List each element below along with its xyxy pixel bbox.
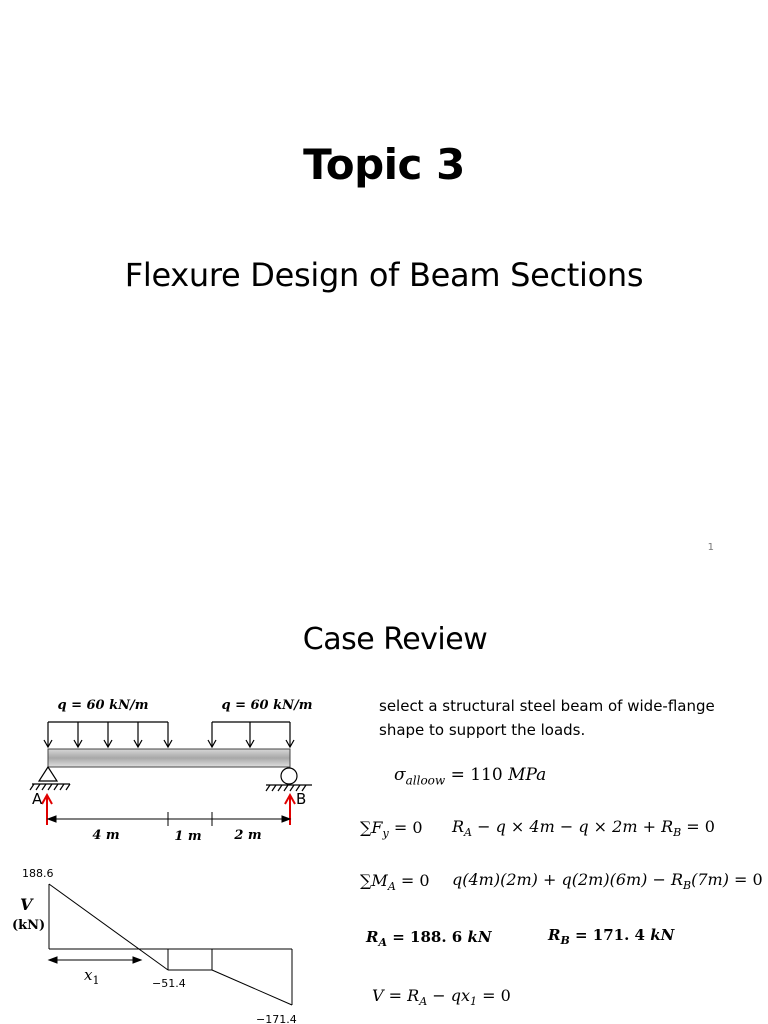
sum-fy-label: $\sum F_y = 0$ <box>360 818 423 841</box>
shear-min-value: −171.4 <box>256 1013 297 1024</box>
problem-statement: select a structural steel beam of wide-flange shape to support the loads. <box>379 697 715 739</box>
ra-result: $R_A = 188$. 6 kN <box>366 928 492 949</box>
distributed-load-right <box>208 722 294 747</box>
beam-diagram <box>0 680 350 850</box>
slide-subtitle: Flexure Design of Beam Sections <box>124 256 644 294</box>
reaction-arrow-a <box>42 795 52 825</box>
support-a-label: A <box>32 790 43 808</box>
shear-unit-label: (kN) <box>12 918 46 933</box>
distributed-load-left <box>44 722 172 747</box>
roller-support-b <box>266 768 312 791</box>
case-review-title: Case Review <box>302 622 488 657</box>
dimension-4m: 4 m <box>92 828 120 843</box>
dimension-line <box>48 812 290 826</box>
rb-result: $R_B = 171$. 4 kN <box>548 926 675 947</box>
load-label-right: q = 60 kN/m <box>221 698 313 713</box>
page-number: 1 <box>707 542 714 553</box>
shear-equation: $V = R_A - qx_1 = 0$ <box>372 986 511 1009</box>
slide-title: Topic 3 <box>303 140 465 189</box>
dimension-2m: 2 m <box>234 828 262 843</box>
shear-diagram <box>0 860 340 1024</box>
shear-axis-label: V <box>20 895 33 914</box>
sum-ma-equation: $q(4m)(2m) + q(2m)(6m) - R_B(7m) = 0$ <box>452 870 763 893</box>
shear-max-value: 188.6 <box>22 867 54 880</box>
load-label-left: q = 60 kN/m <box>57 698 149 713</box>
sigma-allow-eq: $\sigma_{alloow} = 110$ MPa <box>394 765 547 788</box>
dimension-1m: 1 m <box>174 829 202 844</box>
x1-dimension <box>49 957 141 963</box>
support-b-label: B <box>296 790 307 808</box>
shear-mid-value: −51.4 <box>152 977 186 990</box>
sum-ma-label: $\sum M_A = 0$ <box>360 871 430 894</box>
x1-label: $x_1$ <box>84 966 100 987</box>
beam <box>48 749 290 767</box>
sum-fy-equation: $R_A - q \times 4m - q \times 2m + R_B = 0$ <box>452 817 715 840</box>
pin-support-a <box>30 767 70 790</box>
